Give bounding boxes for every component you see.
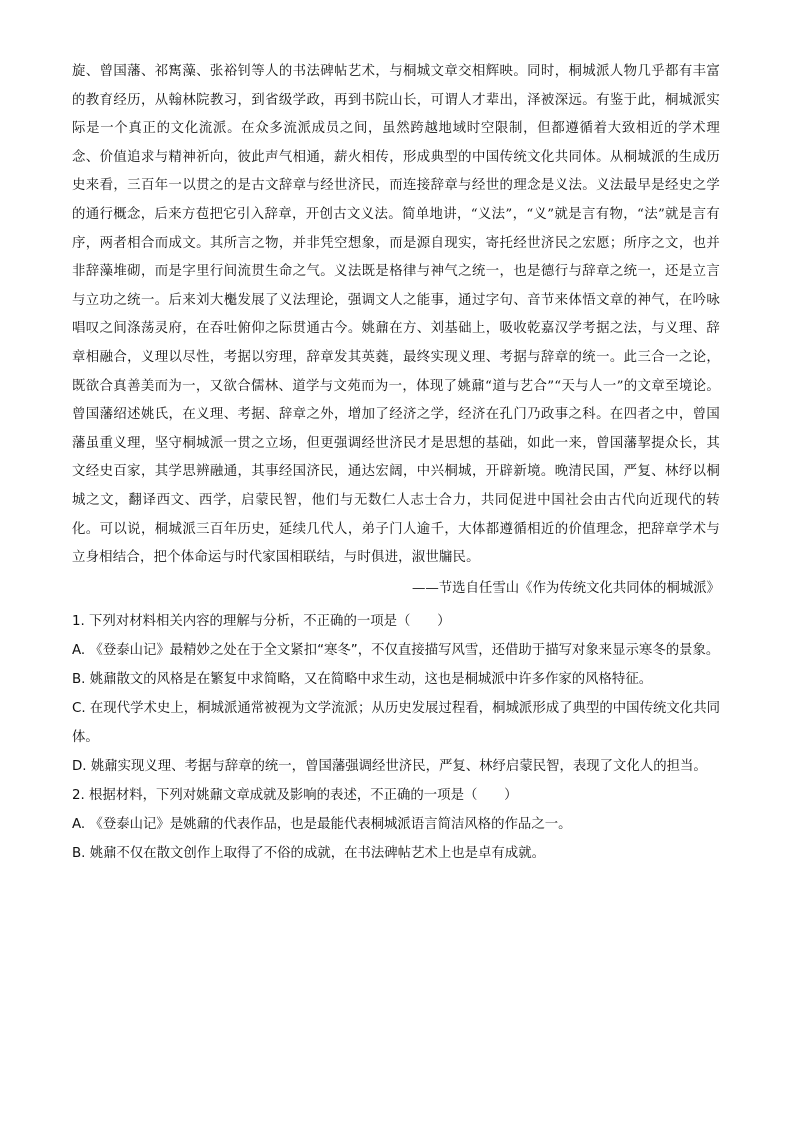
question-2-stem: 2. 根据材料，下列对姚鼐文章成就及影响的表述，不正确的一项是（ ）: [72, 787, 518, 803]
question-2-option-a: A. 《登泰山记》是姚鼐的代表作品，也是最能代表桐城派语言简洁风格的作品之一。: [72, 816, 572, 832]
question-1-stem: 1. 下列对材料相关内容的理解与分析，不正确的一项是（ ）: [72, 613, 451, 629]
question-2-option-b: B. 姚鼐不仅在散文创作上取得了不俗的成就，在书法碑帖艺术上也是卓有成就。: [72, 845, 545, 861]
question-2: [72, 781, 720, 868]
question-1-option-c: C. 在现代学术史上，桐城派通常被视为文学流派；从历史发展过程看，桐城派形成了典型的中国传统文化共同体。: [72, 700, 720, 745]
question-1: [72, 607, 720, 781]
question-1-option-d: D. 姚鼐实现义理、考据与辞章的统一，曾国藩强调经世济民，严复、林纾启蒙民智，表现了文化人的担当。: [72, 758, 707, 774]
document-page: [72, 58, 720, 868]
question-1-option-a: A. 《登泰山记》最精妙之处在于全文紧扣“寒冬”，不仅直接描写风雪，还借助于描写对象来显示寒冬的景象。: [72, 642, 720, 658]
passage-source: ——节选自任雪山《作为传统文化共同体的桐城派》: [412, 580, 720, 596]
passage-text: 旋、曾国藩、祁寯藻、张裕钊等人的书法碑帖艺术，与桐城文章交相辉映。同时，桐城派人物几乎都有丰富的教育经历，从翰林院教习，到省级学政，再到书院山长，可谓人才辈出，泽被深远。有鉴于此，桐城派实际是一个真正的文化流派。在众多流派成员之间，虽然跨越地域时空限制，但都遵循着大致相近的学术理念、价值追求与精神祈向，彼此声气相通，薪火相传，形成典型的中国传统文化共同体。从桐城派的生成历史来看，三百年一以贯之的是古文辞章与经世济民，而连接辞章与经世的理念是义法。义法最早是经史之学的通行概念，后来方苞把它引入辞章，开创古文义法。简单地讲，“义法”，“义”就是言有物，“法”就是言有序，两者相合而成文。其所言之物，并非凭空想象，而是源自现实，寄托经世济民之宏愿；所序之文，也并非辞藻堆砌，而是字里行间流贯生命之气。义法既是格律与神气之统一，也是德行与辞章之统一，还是立言与立功之统一。后来刘大櫆发展了义法理论，强调文人之能事，通过字句、音节来体悟文章的神气，在吟咏唱叹之间涤荡灵府，在吞吐俯仰之际贯通古今。姚鼐在方、刘基础上，吸收乾嘉汉学考据之法，与义理、辞章相融合，义理以尽性，考据以穷理，辞章发其英蕤，最终实现义理、考据与辞章的统一。此三合一之论，既欲合真善美而为一，又欲合儒林、道学与文苑而为一，体现了姚鼐“道与艺合”“天与人一”的文章至境论。曾国藩绍述姚氏，在义理、考据、辞章之外，增加了经济之学，经济在孔门乃政事之科。在四者之中，曾国藩虽重义理，坚守桐城派一贯之立场，但更强调经世济民才是思想的基础，如此一来，曾国藩挈提众长，其文经史百家，其学思辨融通，其事经国济民，通达宏阔，中兴桐城，开辟新境。晚清民国，严复、林纾以桐城之文，翻译西文、西学，启蒙民智，他们与无数仁人志士合力，共同促进中国社会由古代向近现代的转化。可以说，桐城派三百年历史，延续几代人，弟子门人逾千，大体都遵循相近的价值理念，把辞章学术与立身相结合，把个体命运与时代家国相联结，与时俱进，淑世牖民。: [72, 64, 720, 566]
question-1-option-b: B. 姚鼐散文的风格是在繁复中求简略，又在简略中求生动，这也是桐城派中许多作家的风格特征。: [72, 671, 653, 687]
